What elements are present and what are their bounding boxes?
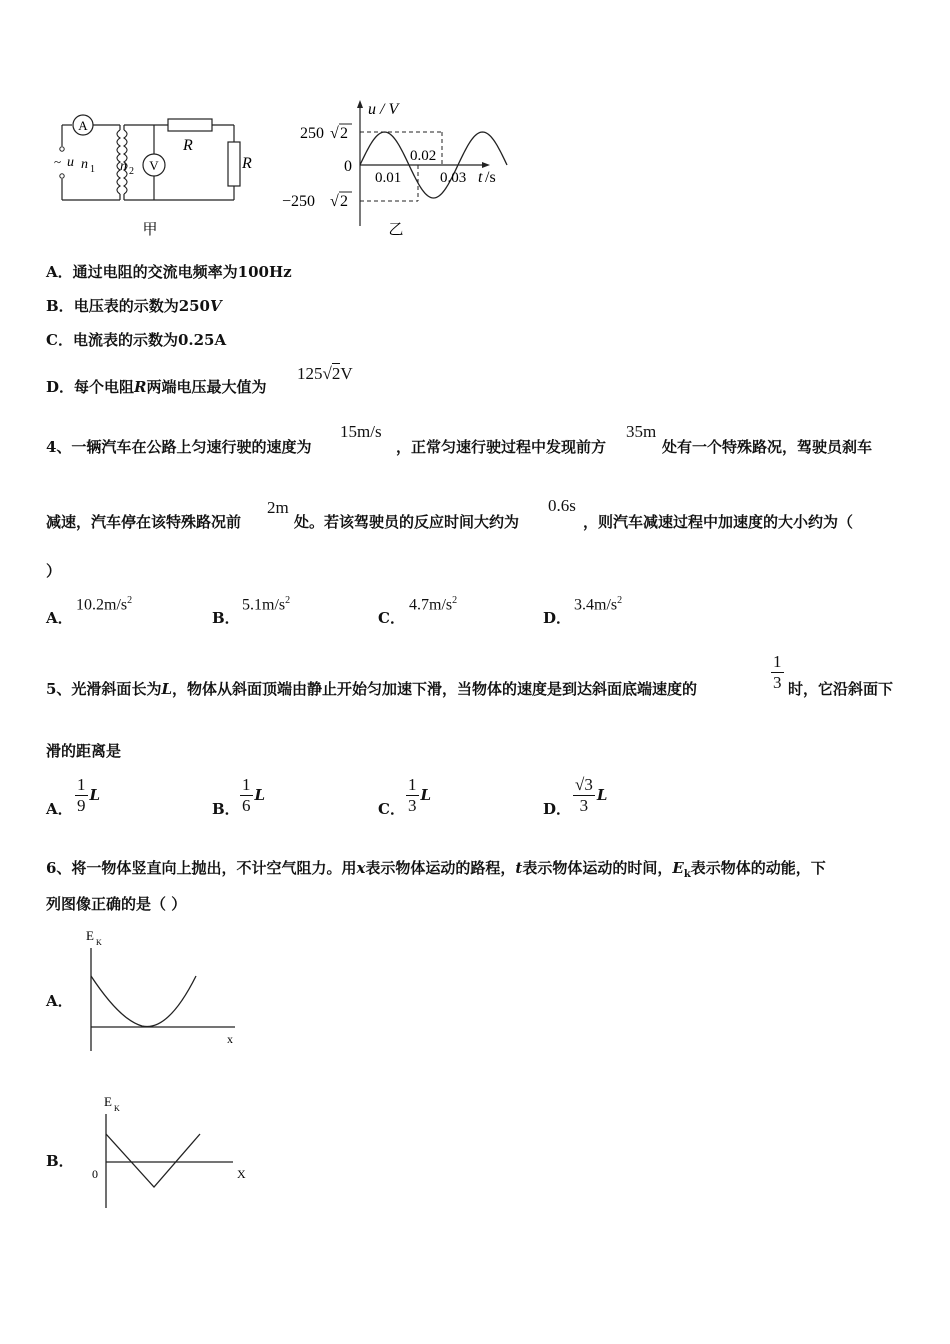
q4-line1-b: ，正常匀速行驶过程中发现前方 xyxy=(396,438,607,456)
q4-line2-b: 处。若该驾驶员的反应时间大约为 xyxy=(294,513,520,531)
q4-option-a-value: $10.2m/s^2$ xyxy=(76,595,133,614)
svg-text:√: √ xyxy=(330,193,339,210)
graph-a-xlabel: x xyxy=(227,1032,233,1046)
svg-text:√: √ xyxy=(330,125,339,142)
q5-option-c-value: $\frac{1}{3}$ L xyxy=(408,775,432,815)
q4-line1-a: 4、一辆汽车在公路上匀速行驶的速度为 xyxy=(46,438,312,456)
graph-tick-003: 0.03 xyxy=(440,170,467,186)
resistor-series xyxy=(168,119,212,131)
graph-ymax-label: 250 xyxy=(300,125,324,142)
q5-line1: 5、光滑斜面长为L，物体从斜面顶端由静止开始匀加速下滑，当物体的速度是到达斜面底端速度的 xyxy=(46,680,698,698)
graph-origin: 0 xyxy=(344,158,352,175)
q3-option-b[interactable]: B．电压表的示数为250V xyxy=(46,297,222,315)
q4-speed: 15m/s xyxy=(340,422,382,441)
q4-line3: ） xyxy=(46,562,62,580)
graph-xlabel: t xyxy=(478,169,483,186)
svg-text:/s: /s xyxy=(485,169,496,186)
graph-b-xlabel: X xyxy=(237,1167,246,1181)
q5-option-d[interactable]: D． xyxy=(543,800,572,818)
q3-option-c[interactable]: C．电流表的示数为0.25A xyxy=(46,331,227,349)
n2-label: n xyxy=(120,159,127,174)
voltage-time-graph xyxy=(280,98,510,240)
graph-b-curve xyxy=(106,1134,200,1187)
q5-option-d-value: $\frac{√3}{3}$ L xyxy=(575,775,608,815)
q5-option-c[interactable]: C． xyxy=(378,800,405,818)
q4-option-d-value: $3.4m/s^2$ xyxy=(574,595,623,614)
q5-option-a-value: $\frac{1}{9}$ L xyxy=(77,775,101,815)
circuit-diagram xyxy=(50,108,250,238)
resistor-parallel xyxy=(228,142,240,186)
q4-distance: 35m xyxy=(626,422,657,441)
q5-option-b[interactable]: B． xyxy=(212,800,240,818)
q4-option-b[interactable]: B． xyxy=(212,609,240,627)
q6-option-b[interactable]: B． xyxy=(46,1152,74,1170)
graph-b-ylabel: E xyxy=(104,1094,112,1109)
svg-text:1: 1 xyxy=(90,164,95,175)
graph-ymin-label: −250 xyxy=(282,193,316,210)
q6-graph-a xyxy=(80,928,250,1053)
q5-line2: 滑的距离是 xyxy=(46,742,122,760)
graph-caption: 乙 xyxy=(388,222,404,238)
graph-b-origin: 0 xyxy=(92,1167,98,1181)
q4-line1-c: 处有一个特殊路况，驾驶员刹车 xyxy=(662,438,873,456)
q4-line2-c: ，则汽车减速过程中加速度的大小约为（ xyxy=(583,513,854,531)
q3-option-d[interactable]: D．每个电阻R两端电压最大值为 xyxy=(46,378,267,396)
graph-tick-001: 0.01 xyxy=(375,170,402,186)
svg-text:K: K xyxy=(114,1104,120,1113)
source-u-label: u xyxy=(67,155,74,170)
q3-option-a[interactable]: A．通过电阻的交流电频率为100Hz xyxy=(46,263,292,281)
svg-text:2: 2 xyxy=(340,193,348,210)
source-symbol: ~ xyxy=(54,154,62,169)
voltmeter-label: V xyxy=(149,158,159,173)
q5-fraction: $\frac{1}{3}$ xyxy=(773,652,782,692)
q4-option-d[interactable]: D． xyxy=(543,609,572,627)
q5-line1-c: 时，它沿斜面下 xyxy=(788,680,894,698)
q6-option-a[interactable]: A． xyxy=(46,992,73,1010)
svg-text:K: K xyxy=(96,938,102,947)
q4-option-a[interactable]: A． xyxy=(46,609,73,627)
graph-a-ylabel: E xyxy=(86,928,94,943)
resistor-series-label: R xyxy=(183,137,193,154)
q4-reaction-time: 0.6s xyxy=(548,496,576,515)
resistor-parallel-label: R xyxy=(242,155,252,172)
q4-stop-distance: 2m xyxy=(267,498,289,517)
q3-d-value: 125√2V xyxy=(297,364,353,383)
ammeter-label: A xyxy=(78,118,88,133)
q6-graph-b xyxy=(88,1090,258,1215)
q6-line2: 列图像正确的是（ ） xyxy=(46,895,187,913)
graph-a-curve xyxy=(91,976,196,1027)
q4-option-c-value: $4.7m/s^2$ xyxy=(409,595,458,614)
graph-tick-002: 0.02 xyxy=(410,148,437,164)
q4-option-b-value: $5.1m/s^2$ xyxy=(242,595,291,614)
q5-option-b-value: $\frac{1}{6}$ L xyxy=(242,775,266,815)
graph-ylabel: u / V xyxy=(368,101,399,118)
q6-line1: 6、将一物体竖直向上抛出，不计空气阻力。用x表示物体运动的路程，t表示物体运动的时间，$E_k$表示物体的动能，下 xyxy=(46,859,826,880)
svg-text:2: 2 xyxy=(129,166,134,177)
q4-line2-a: 减速，汽车停在该特殊路况前 xyxy=(46,513,242,531)
n1-label: n xyxy=(81,157,88,172)
q4-option-c[interactable]: C． xyxy=(378,609,405,627)
circuit-caption: 甲 xyxy=(142,222,158,238)
svg-text:2: 2 xyxy=(340,125,348,142)
q5-option-a[interactable]: A． xyxy=(46,800,73,818)
